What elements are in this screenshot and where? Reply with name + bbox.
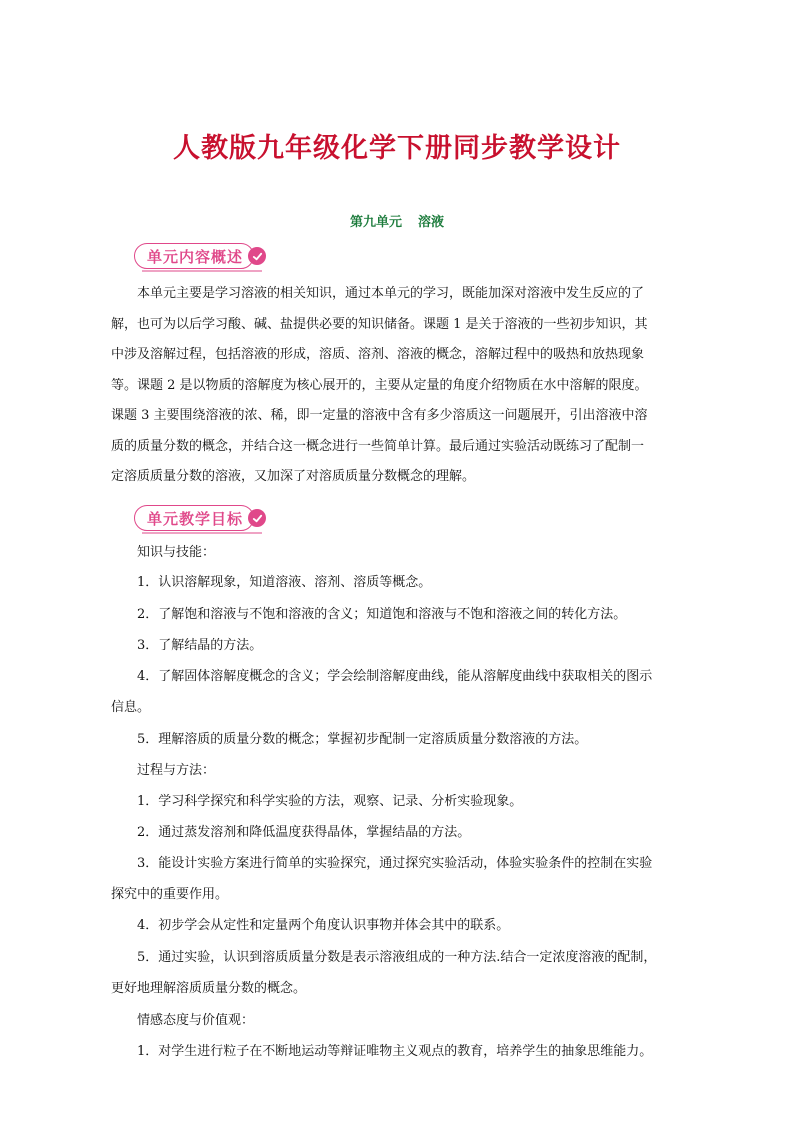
process-item: 3．能设计实验方案进行简单的实验探究，通过探究实验活动，体验实验条件的控制在实验	[137, 856, 653, 871]
badge-underline	[142, 532, 262, 534]
section-heading-overview: 单元内容概述	[147, 247, 244, 266]
badge-pill	[134, 505, 254, 531]
unit-heading	[0, 211, 794, 230]
knowledge-item-cont: 信息。	[111, 700, 151, 715]
knowledge-item: 2．了解饱和溶液与不饱和溶液的含义；知道饱和溶液与不饱和溶液之间的转化方法。	[137, 607, 627, 622]
unit-label: 第九单元	[349, 215, 402, 230]
knowledge-item: 5．理解溶质的质量分数的概念；掌握初步配制一定溶质质量分数溶液的方法。	[137, 732, 588, 747]
knowledge-item: 3．了解结晶的方法。	[137, 638, 263, 653]
overview-line: 课题 3 主要围绕溶液的浓、稀，即一定量的溶液中含有多少溶质这一问题展开，引出溶液中溶	[111, 408, 648, 423]
badge-underline	[142, 270, 262, 272]
overview-line: 定溶质质量分数的溶液，又加深了对溶质质量分数概念的理解。	[111, 469, 476, 484]
attitude-item: 1．对学生进行粒子在不断地运动等辩证唯物主义观点的教育，培养学生的抽象思维能力。	[137, 1044, 653, 1059]
process-item: 5．通过实验，认识到溶质质量分数是表示溶液组成的一种方法.结合一定浓度溶液的配制，	[137, 950, 657, 965]
unit-name: 溶液	[418, 215, 445, 230]
process-item-cont: 更好地理解溶质质量分数的概念。	[111, 981, 307, 996]
check-icon	[248, 509, 266, 527]
check-icon	[248, 247, 266, 265]
overview-line: 等。课题 2 是以物质的溶解度为核心展开的，主要从定量的角度介绍物质在水中溶解的限度。	[111, 378, 648, 393]
subheading-knowledge: 知识与技能：	[137, 545, 216, 560]
process-item: 2．通过蒸发溶剂和降低温度获得晶体，掌握结晶的方法。	[137, 825, 471, 840]
overview-line: 质的质量分数的概念，并结合这一概念进行一些简单计算。最后通过实验活动既练习了配制一	[111, 439, 645, 454]
overview-line: 本单元主要是学习溶液的相关知识，通过本单元的学习，既能加深对溶液中发生反应的了	[137, 286, 645, 301]
document-title: 人教版九年级化学下册同步教学设计	[173, 133, 621, 164]
section-badge-overview	[134, 243, 266, 269]
section-heading-objectives: 单元教学目标	[147, 509, 244, 528]
process-item: 4．初步学会从定性和定量两个角度认识事物并体会其中的联系。	[137, 918, 510, 933]
process-item: 1．学习科学探究和科学实验的方法，观察、记录、分析实验现象。	[137, 794, 523, 809]
process-item-cont: 探究中的重要作用。	[111, 887, 229, 902]
subheading-process: 过程与方法：	[137, 763, 216, 778]
subheading-attitude: 情感态度与价值观：	[137, 1013, 255, 1028]
overview-line: 解，也可为以后学习酸、碱、盐提供必要的知识储备。课题 1 是关于溶液的一些初步知识，其	[111, 317, 648, 332]
overview-line: 中涉及溶解过程，包括溶液的形成，溶质、溶剂、溶液的概念，溶解过程中的吸热和放热现象	[111, 347, 645, 362]
knowledge-item: 4．了解固体溶解度概念的含义；学会绘制溶解度曲线，能从溶解度曲线中获取相关的图示	[137, 669, 653, 684]
section-badge-objectives	[134, 505, 266, 531]
badge-pill	[134, 243, 254, 269]
knowledge-item: 1．认识溶解现象，知道溶液、溶剂、溶质等概念。	[137, 575, 432, 590]
